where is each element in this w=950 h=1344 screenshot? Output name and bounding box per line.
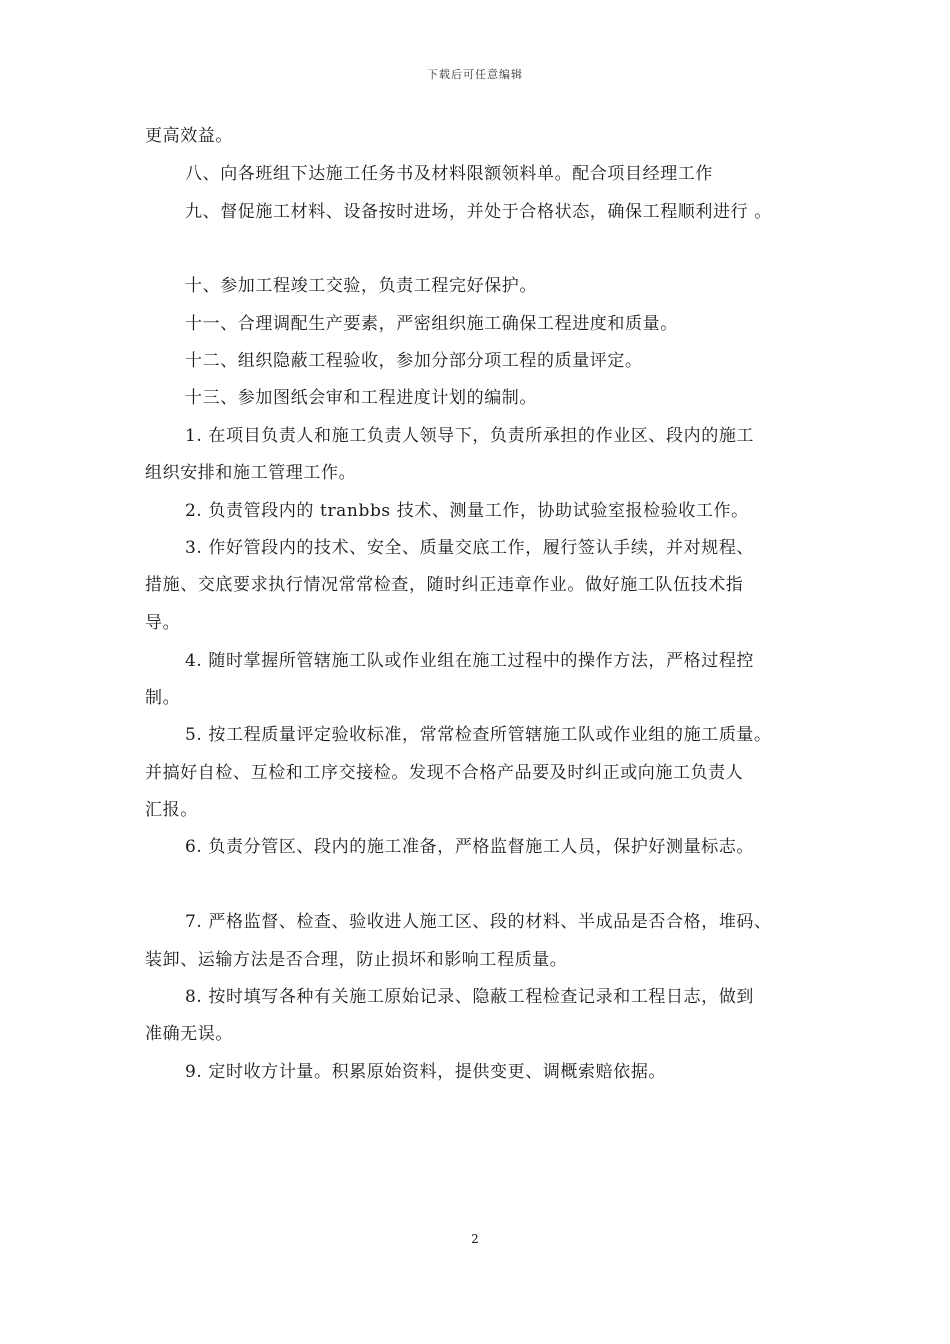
text-line: 5. 按工程质量评定验收标准，常常检查所管辖施工队或作业组的施工质量。 (185, 725, 772, 745)
text-line: 9. 定时收方计量。积累原始资料，提供变更、调概索赔依据。 (185, 1062, 667, 1082)
text-line: 汇报。 (145, 800, 198, 820)
text-line: 并搞好自检、互检和工序交接检。发现不合格产品要及时纠正或向施工负责人 (145, 763, 744, 783)
text-line: 7. 严格监督、检查、验收进人施工区、段的材料、半成品是否合格，堆码、 (185, 912, 772, 932)
text-line: 更高效益。 (145, 126, 233, 146)
text-line: 十一、合理调配生产要素，严密组织施工确保工程进度和质量。 (185, 314, 678, 334)
page-header: 下载后可任意编辑 (427, 68, 523, 81)
text-line: 措施、交底要求执行情况常常检查，随时纠正违章作业。做好施工队伍技术指 (145, 575, 744, 595)
text-line: 十二、组织隐蔽工程验收，参加分部分项工程的质量评定。 (185, 351, 643, 371)
text-line: 制。 (145, 688, 181, 708)
text-line: 十三、参加图纸会审和工程进度计划的编制。 (185, 388, 537, 408)
text-line: 8. 按时填写各种有关施工原始记录、隐蔽工程检查记录和工程日志，做到 (185, 987, 755, 1007)
text-line: 4. 随时掌握所管辖施工队或作业组在施工过程中的操作方法，严格过程控 (185, 651, 755, 671)
text-line: 导。 (145, 613, 181, 633)
text-line: 九、督促施工材料、设备按时进场，并处于合格状态，确保工程顺利进行 。 (185, 202, 772, 222)
text-line: 准确无误。 (145, 1024, 233, 1044)
page-number: 2 (471, 1232, 479, 1246)
text-line: 装卸、运输方法是否合理，防止损坏和影响工程质量。 (145, 950, 568, 970)
text-line: 3. 作好管段内的技术、安全、质量交底工作，履行签认手续，并对规程、 (185, 538, 755, 558)
text-line: 6. 负责分管区、段内的施工准备，严格监督施工人员，保护好测量标志。 (185, 837, 755, 857)
text-line: 1. 在项目负责人和施工负责人领导下，负责所承担的作业区、段内的施工 (185, 426, 755, 446)
text-line: 组织安排和施工管理工作。 (145, 463, 357, 483)
text-line: 八、向各班组下达施工任务书及材料限额领料单。配合项目经理工作 (185, 164, 713, 184)
text-line: 十、参加工程竣工交验，负责工程完好保护。 (185, 276, 537, 296)
text-line: 2. 负责管段内的 tranbbs 技术、测量工作，协助试验室报检验收工作。 (185, 501, 749, 521)
